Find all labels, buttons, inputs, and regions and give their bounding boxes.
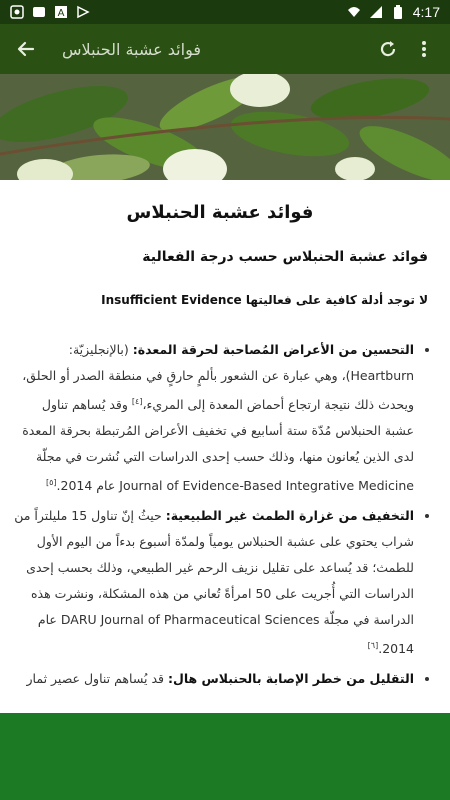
status-left-icons (10, 5, 90, 19)
article-content (0, 180, 450, 713)
item-body: وقد يُساهم تناول عشبة الحنبلاس مُدّة ستة أسابيع في تخفيف الأعراض المُرتبطة بحرقة المعدة لدى الذين يُعانون منها، وذلك حسب إحدى الدراسات التي نُشرت في مجلّة Journal of Evidence-Based Integrative Medicine عام 2014. (22, 397, 414, 494)
status-bar (0, 0, 450, 24)
article-title: فوائد عشبة الحنبلاس (126, 202, 314, 223)
list-item (12, 503, 414, 662)
notification-icon (10, 5, 24, 19)
item-body: حيثُ إنّ تناول 15 مليلتراً من شراب يحتوي على عشبة الحنبلاس يومياً ولمدّة أسبوع بدءاً من اليوم الأول للطمث؛ قد يُساعد على تقليل نزيف الرحم غير الطبيعي، وذلك بحسب إحدى الدراسات التي أُجريت على 50 امرأةً تُعاني من هذه المشكلة، ونشرت هذه الدراسة في مجلّة DARU Journal of Pharmaceutical Sciences عام 2014. (14, 508, 414, 657)
text-a-icon (54, 5, 68, 19)
download-icon (76, 5, 90, 19)
item-body: قد يُساهم تناول عصير ثمار (26, 671, 164, 687)
evidence-level (12, 293, 428, 307)
more-vert-icon[interactable] (406, 31, 442, 67)
wifi-icon (347, 5, 361, 19)
reference-link[interactable]: [٤] (131, 397, 143, 406)
hero-leaves-illustration (0, 74, 450, 180)
evidence-label-ar: لا توجد أدلة كافية على فعاليتها (245, 293, 428, 307)
photo-icon (32, 5, 46, 19)
app-bar (0, 24, 450, 74)
list-item (12, 337, 414, 499)
reference-link[interactable]: [٥] (45, 478, 57, 488)
item-body: (بالإنجليزيّة: Heartburn)، وهي عبارة عن الشعور بألمٍ حارقٍ في منطقة الصدر أو الحلق، ويحدث ذلك نتيجة ارتجاع أحماض المعدة إلى المريء، (22, 342, 414, 413)
refresh-icon[interactable] (370, 31, 406, 67)
benefits-list (12, 337, 428, 692)
battery-icon (391, 5, 405, 19)
item-lead: التخفيف من غزارة الطمث غير الطبيعية: (165, 508, 414, 524)
hero-image (0, 74, 450, 180)
bottom-banner[interactable] (0, 713, 450, 800)
item-lead: التقليل من خطر الإصابة بالحنبلاس هال: (167, 671, 414, 687)
section-title: فوائد عشبة الحنبلاس حسب درجة الفعالية (142, 249, 428, 265)
signal-icon (369, 5, 383, 19)
app-title: فوائد عشبة الحنبلاس (62, 39, 201, 59)
evidence-label-en: Insufficient Evidence (101, 293, 242, 307)
back-arrow-icon[interactable] (8, 31, 44, 67)
reference-link[interactable]: [٦] (367, 641, 379, 651)
svg-text:A: A (57, 8, 65, 19)
status-time: 4:17 (412, 4, 440, 20)
item-lead: التحسين من الأعراض المُصاحبة لحرقة المعدة: (132, 342, 414, 357)
list-item (12, 666, 414, 692)
